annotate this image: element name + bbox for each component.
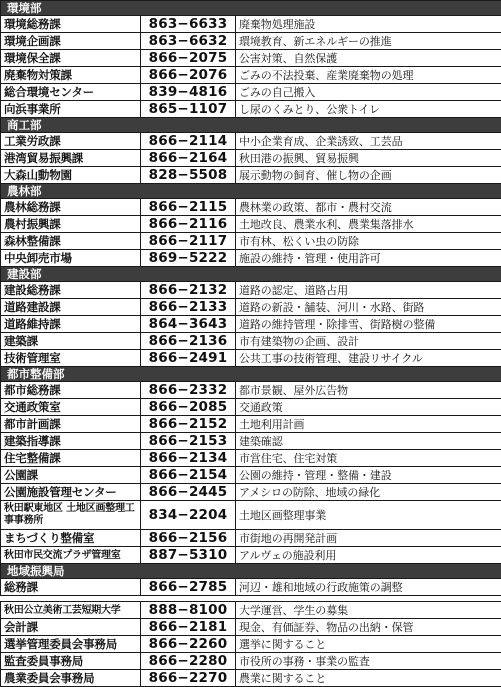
department-name: 工業労政課 bbox=[1, 133, 141, 150]
section-header bbox=[1, 118, 501, 133]
section-header bbox=[1, 564, 501, 579]
department-name: 公園施設管理センター bbox=[1, 484, 141, 501]
phone-number: 866−2280 bbox=[141, 653, 236, 670]
phone-number: 887−5310 bbox=[141, 547, 236, 564]
department-duties: 道路の新設・舗装、河川・水路、街路 bbox=[236, 299, 501, 316]
phone-number: 866−2491 bbox=[141, 350, 236, 367]
table-row bbox=[1, 299, 501, 316]
department-name: 公園課 bbox=[1, 467, 141, 484]
department-name: 環境企画課 bbox=[1, 33, 141, 50]
department-name: 住宅整備課 bbox=[1, 450, 141, 467]
department-name: 秋田公立美術工芸短期大学 bbox=[1, 602, 141, 619]
phone-number: 866−2445 bbox=[141, 484, 236, 501]
department-duties: 建築確認 bbox=[236, 433, 501, 450]
department-name: 森林整備課 bbox=[1, 233, 141, 250]
phone-number: 864−3643 bbox=[141, 316, 236, 333]
section-header bbox=[1, 367, 501, 382]
department-name: 農業委員会事務局 bbox=[1, 670, 141, 687]
department-name: 監査委員事務局 bbox=[1, 653, 141, 670]
department-duties: 農業に関すること bbox=[236, 670, 501, 687]
table-row bbox=[1, 250, 501, 267]
department-duties: 展示動物の飼育、催し物の企画 bbox=[236, 167, 501, 184]
phone-number: 834−2204 bbox=[141, 501, 236, 530]
department-name: 総合環境センター bbox=[1, 84, 141, 101]
table-row bbox=[1, 416, 501, 433]
department-duties: 公共工事の技術管理、建設リサイクル bbox=[236, 350, 501, 367]
department-duties: アルヴェの施設利用 bbox=[236, 547, 501, 564]
department-name: 道路維持課 bbox=[1, 316, 141, 333]
table-row bbox=[1, 133, 501, 150]
department-name: 都市総務課 bbox=[1, 382, 141, 399]
phone-number: 863−6633 bbox=[141, 16, 236, 33]
table-row bbox=[1, 602, 501, 619]
section-header bbox=[1, 1, 501, 16]
department-name: 交通政策室 bbox=[1, 399, 141, 416]
department-name: 向浜事業所 bbox=[1, 101, 141, 118]
department-name: 技術管理室 bbox=[1, 350, 141, 367]
department-duties: 土地利用計画 bbox=[236, 416, 501, 433]
phone-number: 869−5222 bbox=[141, 250, 236, 267]
phone-number: 866−2154 bbox=[141, 467, 236, 484]
department-name: 総務課 bbox=[1, 579, 141, 596]
phone-number: 866−2785 bbox=[141, 579, 236, 596]
department-name: 環境保全課 bbox=[1, 50, 141, 67]
department-duties: 市役所の事務・事業の監査 bbox=[236, 653, 501, 670]
department-name: まちづくり整備室 bbox=[1, 530, 141, 547]
department-duties: 交通政策 bbox=[236, 399, 501, 416]
phone-number: 866−2133 bbox=[141, 299, 236, 316]
department-name: 農村振興課 bbox=[1, 216, 141, 233]
department-name: 会計課 bbox=[1, 619, 141, 636]
table-row bbox=[1, 619, 501, 636]
department-name: 大森山動物園 bbox=[1, 167, 141, 184]
phone-number: 866−2260 bbox=[141, 636, 236, 653]
department-name: 秋田市民交流プラザ管理室 bbox=[1, 547, 141, 564]
department-duties: アメシロの防除、地域の緑化 bbox=[236, 484, 501, 501]
section-title: 農林部 bbox=[1, 184, 501, 199]
section-title: 都市整備部 bbox=[1, 367, 501, 382]
phone-number: 888−8100 bbox=[141, 602, 236, 619]
table-row bbox=[1, 33, 501, 50]
table-row bbox=[1, 501, 501, 530]
table-row bbox=[1, 484, 501, 501]
department-name: 建築指導課 bbox=[1, 433, 141, 450]
department-name: 建設総務課 bbox=[1, 282, 141, 299]
table-row bbox=[1, 399, 501, 416]
table-row bbox=[1, 530, 501, 547]
department-name: 農林総務課 bbox=[1, 199, 141, 216]
department-duties: 中小企業育成、企業誘致、工芸品 bbox=[236, 133, 501, 150]
department-duties: 土地区画整理事業 bbox=[236, 501, 501, 530]
section-title: 建設部 bbox=[1, 267, 501, 282]
table-row bbox=[1, 16, 501, 33]
table-row bbox=[1, 579, 501, 596]
department-duties: 秋田港の振興、貿易振興 bbox=[236, 150, 501, 167]
phone-number: 866−2181 bbox=[141, 619, 236, 636]
phone-number: 866−2153 bbox=[141, 433, 236, 450]
department-duties: 公害対策、自然保護 bbox=[236, 50, 501, 67]
department-duties: 施設の維持・管理・使用許可 bbox=[236, 250, 501, 267]
table-row bbox=[1, 433, 501, 450]
table-row bbox=[1, 636, 501, 653]
phone-number: 865−1107 bbox=[141, 101, 236, 118]
department-duties: 農林業の政策、都市・農村交流 bbox=[236, 199, 501, 216]
phone-number: 866−2075 bbox=[141, 50, 236, 67]
table-row bbox=[1, 216, 501, 233]
table-row bbox=[1, 282, 501, 299]
table-row bbox=[1, 333, 501, 350]
table-row bbox=[1, 653, 501, 670]
department-duties: 環境教育、新エネルギーの推進 bbox=[236, 33, 501, 50]
table-row bbox=[1, 84, 501, 101]
department-name: 廃棄物対策課 bbox=[1, 67, 141, 84]
table-row bbox=[1, 67, 501, 84]
department-name: 環境総務課 bbox=[1, 16, 141, 33]
phone-number: 863−6632 bbox=[141, 33, 236, 50]
phone-number: 866−2115 bbox=[141, 199, 236, 216]
department-duties: 選挙に関すること bbox=[236, 636, 501, 653]
phone-number: 866−2152 bbox=[141, 416, 236, 433]
table-row bbox=[1, 150, 501, 167]
department-name: 都市計画課 bbox=[1, 416, 141, 433]
department-duties: 大学運営、学生の募集 bbox=[236, 602, 501, 619]
table-row bbox=[1, 467, 501, 484]
phone-number: 866−2132 bbox=[141, 282, 236, 299]
section-header bbox=[1, 267, 501, 282]
department-duties: 市営住宅、住宅対策 bbox=[236, 450, 501, 467]
department-duties: 河辺・雄和地域の行政施策の調整 bbox=[236, 579, 501, 596]
table-row bbox=[1, 450, 501, 467]
table-row bbox=[1, 316, 501, 333]
department-name: 建築課 bbox=[1, 333, 141, 350]
department-duties: 廃棄物処理施設 bbox=[236, 16, 501, 33]
phone-number: 866−2164 bbox=[141, 150, 236, 167]
department-duties: 土地改良、農業水利、農業集落排水 bbox=[236, 216, 501, 233]
table-row bbox=[1, 670, 501, 687]
phone-number: 828−5508 bbox=[141, 167, 236, 184]
table-row bbox=[1, 233, 501, 250]
department-duties: ごみの自己搬入 bbox=[236, 84, 501, 101]
phone-number: 866−2116 bbox=[141, 216, 236, 233]
department-name: 港湾貿易振興課 bbox=[1, 150, 141, 167]
phone-number: 866−2114 bbox=[141, 133, 236, 150]
department-name: 秋田駅東地区 土地区画整理工事事務所 bbox=[1, 501, 141, 530]
phone-number: 866−2136 bbox=[141, 333, 236, 350]
section-title: 地域振興局 bbox=[1, 564, 501, 579]
department-duties: 現金、有価証券、物品の出納・保管 bbox=[236, 619, 501, 636]
phone-number: 839−4816 bbox=[141, 84, 236, 101]
phone-number: 866−2085 bbox=[141, 399, 236, 416]
table-row bbox=[1, 50, 501, 67]
directory-body bbox=[1, 1, 501, 687]
table-row bbox=[1, 350, 501, 367]
department-name: 道路建設課 bbox=[1, 299, 141, 316]
section-title: 環境部 bbox=[1, 1, 501, 16]
phone-number: 866−2134 bbox=[141, 450, 236, 467]
department-duties: 市有林、松くい虫の防除 bbox=[236, 233, 501, 250]
department-duties: ごみの不法投棄、産業廃棄物の処理 bbox=[236, 67, 501, 84]
department-duties: 都市景観、屋外広告物 bbox=[236, 382, 501, 399]
phone-number: 866−2117 bbox=[141, 233, 236, 250]
department-duties: 市街地の再開発計画 bbox=[236, 530, 501, 547]
section-title: 商工部 bbox=[1, 118, 501, 133]
department-name: 中央卸売市場 bbox=[1, 250, 141, 267]
section-header bbox=[1, 184, 501, 199]
table-row bbox=[1, 167, 501, 184]
department-duties: 市有建築物の企画、設計 bbox=[236, 333, 501, 350]
table-row bbox=[1, 547, 501, 564]
table-row bbox=[1, 101, 501, 118]
phone-number: 866−2076 bbox=[141, 67, 236, 84]
phone-number: 866−2332 bbox=[141, 382, 236, 399]
table-row bbox=[1, 382, 501, 399]
department-duties: し尿のくみとり、公衆トイレ bbox=[236, 101, 501, 118]
phone-number: 866−2270 bbox=[141, 670, 236, 687]
table-row bbox=[1, 199, 501, 216]
department-duties: 道路の維持管理・除排雪、街路樹の整備 bbox=[236, 316, 501, 333]
department-duties: 道路の認定、道路占用 bbox=[236, 282, 501, 299]
department-duties: 公園の維持・管理・整備・建設 bbox=[236, 467, 501, 484]
department-name: 選挙管理委員会事務局 bbox=[1, 636, 141, 653]
phone-number: 866−2156 bbox=[141, 530, 236, 547]
